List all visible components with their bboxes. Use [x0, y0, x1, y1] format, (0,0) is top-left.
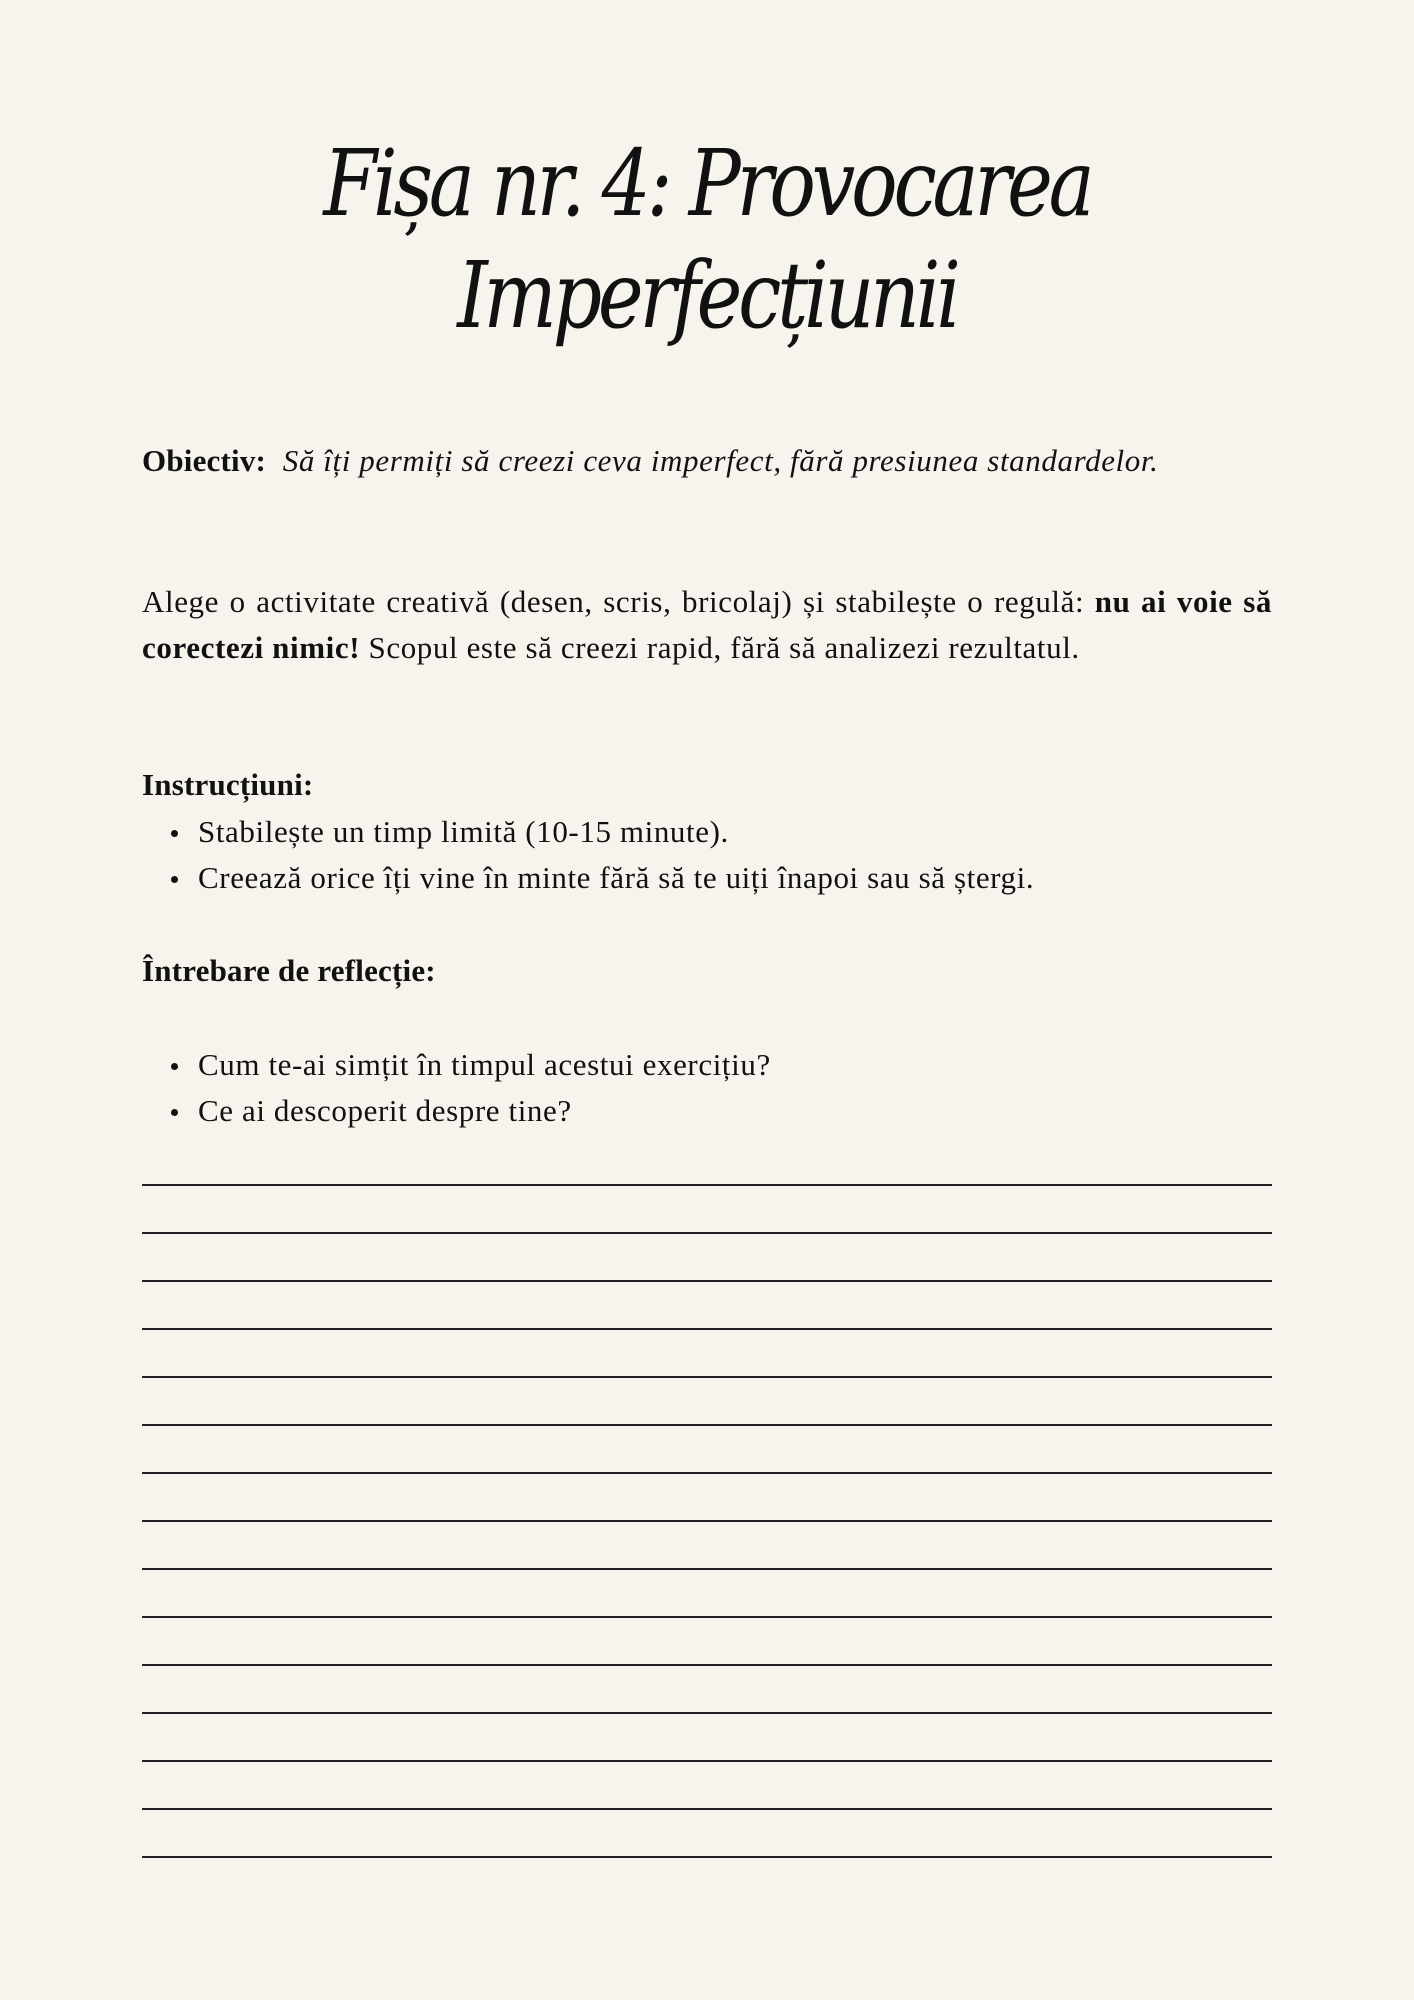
writing-line: [142, 1280, 1272, 1282]
page-title: [113, 128, 1301, 352]
instructions-heading: Instrucțiuni:: [142, 767, 314, 802]
writing-line: [142, 1856, 1272, 1858]
intro-text-after: Scopul este să creezi rapid, fără să analizezi rezultatul.: [360, 630, 1080, 665]
objective-text: Să îți permiți să creezi ceva imperfect, fără presiunea standardelor.: [282, 443, 1159, 478]
reflection-list: [142, 1042, 1272, 1134]
list-item: Creează orice îți vine în minte fără să te uiți înapoi sau să ștergi.: [142, 855, 1272, 901]
writing-line: [142, 1808, 1272, 1810]
intro-text-before: Alege o activitate creativă (desen, scris, bricolaj) și stabilește o regulă:: [142, 584, 1095, 619]
page-title-line-1: Fișa nr. 4: Provocarea: [323, 130, 1091, 237]
list-item: Ce ai descoperit despre tine?: [142, 1088, 1272, 1134]
writing-line: [142, 1184, 1272, 1186]
writing-lines-area[interactable]: [142, 1160, 1272, 1860]
writing-line: [142, 1760, 1272, 1762]
writing-line: [142, 1664, 1272, 1666]
intro-rule-bold: nu ai voie să corectezi nimic!: [142, 584, 1272, 665]
writing-line: [142, 1328, 1272, 1330]
page-title-line-2: Imperfecțiunii: [457, 242, 957, 349]
objective-label: Obiectiv:: [142, 443, 267, 478]
reflection-heading: Întrebare de reflecție:: [142, 953, 436, 988]
writing-line: [142, 1424, 1272, 1426]
list-item: Stabilește un timp limită (10-15 minute).: [142, 809, 1272, 855]
writing-line: [142, 1472, 1272, 1474]
writing-line: [142, 1616, 1272, 1618]
writing-line: [142, 1376, 1272, 1378]
writing-line: [142, 1520, 1272, 1522]
writing-line: [142, 1568, 1272, 1570]
intro-paragraph: [142, 579, 1272, 671]
writing-line: [142, 1232, 1272, 1234]
list-item: Cum te-ai simțit în timpul acestui exercițiu?: [142, 1042, 1272, 1088]
objective-paragraph: [142, 438, 1272, 484]
instructions-list: [142, 809, 1272, 901]
writing-line: [142, 1712, 1272, 1714]
